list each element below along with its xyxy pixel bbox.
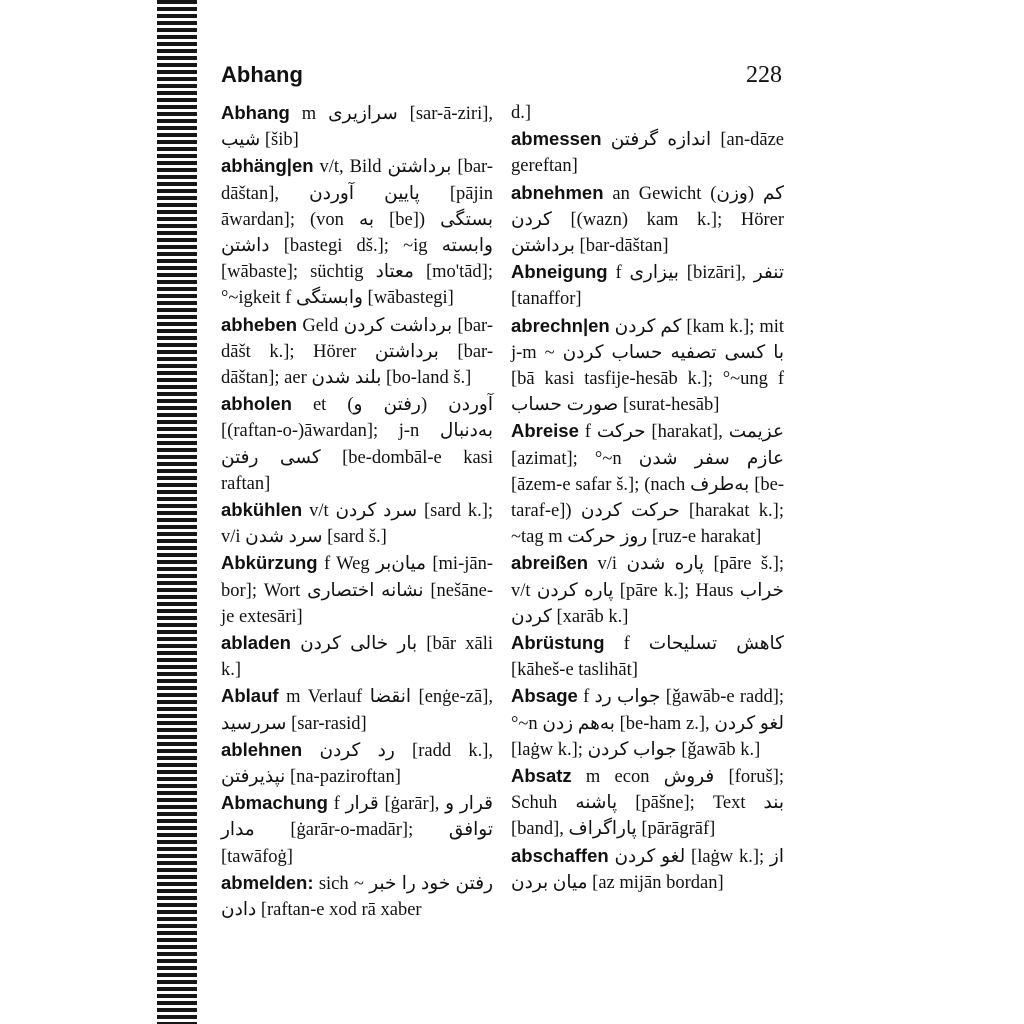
entry-text: اندازه گرفتن [an-dāze gereftan] <box>511 130 784 177</box>
dictionary-entry <box>511 683 784 763</box>
entry-text: sich ~ رفتن خود را خبر دادن [raftan-e xod rā xaber <box>221 873 493 921</box>
entry-headword: abrechn|en <box>511 314 610 336</box>
entry-text: f جواب رد [ǧawāb-e radd]; °~n به‌هم زدن [be-ham z.], لغو کردن [laġw k.]; جواب کردن [ǧawāb k.] <box>511 687 784 760</box>
dictionary-entry <box>221 870 493 923</box>
entry-headword: abholen <box>221 393 292 415</box>
dictionary-entry <box>221 790 493 870</box>
entry-headword: Ablauf <box>221 685 279 707</box>
entry-headword: abhäng|en <box>221 155 314 177</box>
entry-headword: abheben <box>221 313 298 335</box>
dictionary-entry <box>221 497 493 550</box>
entry-headword: Abkürzung <box>221 552 318 574</box>
entry-text: v/t سرد کردن [sard k.]; v/i سرد شدن [sard š.] <box>221 501 493 548</box>
dictionary-entry <box>511 180 784 260</box>
entry-text: Geld برداشت کردن [bar-dāšt k.]; Hörer برداشتن [bar-dāštan]; aer بلند شدن [bo-land š.] <box>221 315 493 389</box>
entry-text: لغو کردن [laġw k.]; از میان بردن [az mijān bordan] <box>511 846 784 893</box>
dictionary-entry <box>511 259 784 312</box>
dictionary-entry <box>511 313 784 419</box>
dictionary-entry <box>221 391 493 497</box>
entry-headword: Abneigung <box>511 261 608 283</box>
running-headword: Abhang <box>221 62 303 87</box>
dictionary-entry <box>511 418 784 550</box>
entry-headword: Abrüstung <box>511 632 605 654</box>
entry-headword: abmelden: <box>221 871 314 893</box>
entry-headword: abkühlen <box>221 499 303 521</box>
dictionary-entry <box>221 550 493 630</box>
entry-text: f کاهش تسلیحات [kāheš-e taslihāt] <box>511 634 784 681</box>
dictionary-entry <box>221 153 493 311</box>
dictionary-entry <box>221 100 493 153</box>
entry-headword: Abhang <box>221 102 290 123</box>
entry-text: f حرکت [harakat], عزیمت [azimat]; °~n عازم سفر شدن [āzem-e safar š.]; (nach به‌طرف [be-taraf-e]) حرکت کردن [harakat k.]; ~tag m روز حرکت [ruz-e harakat] <box>511 422 784 548</box>
entry-text: f بیزاری [bizāri], تنفر [tanaffor] <box>511 263 785 310</box>
entry-text: an Gewicht (وزن) کم کردن [(wazn) kam k.]; Hörer برداشتن [bar-dāštan] <box>511 183 784 257</box>
left-column <box>221 100 493 923</box>
entry-headword: abreißen <box>511 552 589 574</box>
entry-text: رد کردن [radd k.], نپذیرفتن [na-paziroftan] <box>221 740 493 788</box>
entry-headword: Abmachung <box>221 792 328 814</box>
dictionary-entry <box>221 683 493 736</box>
entry-text: m Verlauf انقضا [enġe-zā], سررسید [sar-rasid] <box>221 687 494 734</box>
entry-headword: ablehnen <box>221 738 303 760</box>
dictionary-entry <box>511 763 784 843</box>
page-number: 228 <box>746 62 782 88</box>
entry-text: f قرار [ġarār], قرار و مدار [ġarār-o-madār]; توافق [tawāfoġ] <box>221 794 493 867</box>
entry-text: m econ فروش [foruš]; Schuh پاشنه [pāšne]; Text بند [band], پاراگراف [pārāgrāf] <box>511 767 785 840</box>
dictionary-entry <box>511 126 784 179</box>
dictionary-entry <box>221 630 493 683</box>
entry-headword: Abreise <box>511 420 579 442</box>
entry-text: et (رفتن و) آوردن [(raftan-o-)āwardan]; j-n بەدنبال کسی رفتن [be-dombāl-e kasi raftan] <box>221 395 493 494</box>
entry-text: f Weg میان‌بر [mi-jān-bor]; Wort نشانه اختصاری [nešāne-je extesāri] <box>221 554 493 627</box>
entry-text: m سرازیری [sar-ā-ziri], شیب [šib] <box>221 104 494 151</box>
entry-headword: abschaffen <box>511 844 609 866</box>
thumb-index-strip <box>157 0 197 1024</box>
entry-text: کم کردن [kam k.]; mit j-m ~ با کسی تصفیه حساب کردن [bā kasi tasfije-hesāb k.]; °~ung f صورت حساب [surat-hesāb] <box>511 316 785 416</box>
dictionary-entry <box>511 550 784 630</box>
entry-text: d.] <box>511 103 532 123</box>
entry-headword: abladen <box>221 632 291 654</box>
entry-text: بار خالی کردن [bār xāli k.] <box>221 634 493 681</box>
dictionary-entry <box>221 312 493 392</box>
entry-text: v/t, Bild برداشتن [bar-dāštan], پایین آوردن [pājin āwardan]; (von به [be]) بستگی داشتن [bastegi dš.]; ~ig وابسته [wābaste]; süchtig معتاد [mo'tād]; °~igkeit f وابستگی [wābastegi] <box>221 157 493 309</box>
entry-headword: abmessen <box>511 128 602 150</box>
entry-headword: abnehmen <box>511 181 604 203</box>
dictionary-entry <box>511 100 784 126</box>
entry-headword: Absage <box>511 685 578 707</box>
dictionary-entry <box>511 630 784 683</box>
dictionary-entry <box>511 843 784 896</box>
right-column <box>511 100 784 896</box>
entry-headword: Absatz <box>511 765 572 787</box>
dictionary-entry <box>221 737 493 790</box>
entry-text: v/i پاره شدن [pāre š.]; v/t پاره کردن [pāre k.]; Haus خراب کردن [xarāb k.] <box>511 554 785 627</box>
